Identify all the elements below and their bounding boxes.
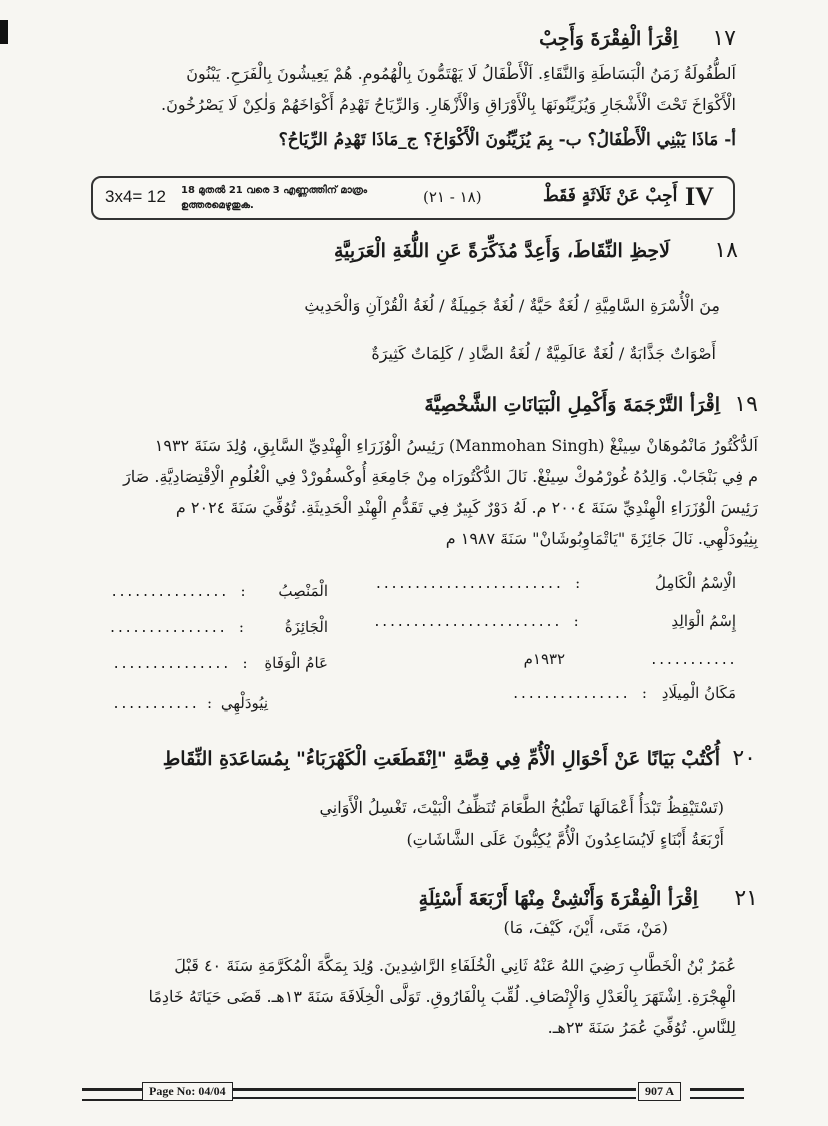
field-colon: : — [207, 694, 213, 712]
hint-points: (تَسْتَيْقِظُ تَبْدَأُ أَعْمَالَهَا تَطْبُخُ الطَّعَامَ تُنَظِّفُ الْبَيْتَ، تَغْسِلُ الْأَوَانِي — [319, 798, 724, 817]
section-marks: 3x4= 12 — [105, 187, 166, 206]
field-value: ١٩٣٢م — [523, 650, 566, 668]
page-footer — [82, 1082, 744, 1104]
question-title: لَاحِظِ النِّقَاطَ، وَأَعِدَّ مُذَكِّرَةً عَنِ اللُّغَةِ الْعَرَبِيَّةِ — [333, 240, 670, 262]
instruction-line: ഉത്തരമെഴുതുക. — [181, 200, 254, 211]
field-colon: : — [573, 612, 579, 630]
passage-line: لِلنَّاسِ. تُوُفِّيَ عُمَرُ سَنَةَ ٢٣هـ. — [547, 1018, 736, 1037]
footer-rule — [690, 1088, 744, 1099]
field-blank[interactable]: ............... — [108, 621, 227, 636]
form-field-death-place — [112, 694, 268, 712]
page-number: Page No: 04/04 — [142, 1082, 233, 1101]
passage-line: بِنِيُودَلْهِي. نَالَ جَائِزَةَ "يَاتْمَاوِبُوشَانْ" سَنَةَ ١٩٨٧ م — [445, 529, 758, 548]
paper-code: 907 A — [638, 1082, 681, 1101]
field-blank[interactable]: ........... — [649, 653, 736, 668]
question-number: ٢١ — [734, 886, 758, 911]
section-instruction-malayalam — [181, 183, 367, 213]
field-label: الْاِسْمُ الْكَامِلُ — [654, 574, 736, 592]
question-number: ١٨ — [714, 238, 738, 263]
form-field-birth-year — [524, 650, 736, 668]
hint-points: أَرْبَعَةُ أَبْنَاءٍ لَايُسَاعِدُونَ الْأُمَّ يُكِبُّونَ عَلَى الشَّاشَاتِ) — [406, 830, 724, 849]
field-label: مَكَانُ الْمِيلَادِ — [661, 684, 736, 702]
field-blank[interactable]: ............... — [110, 585, 228, 600]
passage-line: عُمَرُ بْنُ الْخَطَّابِ رَضِيَ اللهُ عَنْهُ ثَانِي الْخُلَفَاءِ الرَّاشِدِينَ. وُلِدَ بِمَكَّةَ الْمُكَرَّمَةِ سَنَةَ ٤٠ قَبْلَ — [174, 956, 736, 975]
field-blank[interactable]: ............... — [112, 657, 230, 672]
field-label: الْمَنْصِبُ — [278, 582, 328, 600]
passage-line: م فِي بَنْجَابْ. وَالِدُهُ غُورْمُوكْ سِينْغْ. نَالَ الدُّكْتُورَاه مِنْ جَامِعَةِ أُوكْسفُورْدْ فِي الْعُلُومِ الْاِقْتِصَادِيَّةِ. صَارَ — [123, 467, 758, 486]
form-field-position — [110, 582, 328, 600]
question-subparts: أ- مَاذَا يَبْنِي الْأَطْفَالُ؟ ب- بِمَ يُزَيِّنُونَ الْأَكْوَاخَ؟ ج_مَاذَا تَهْدِمُ الرِّيَاحُ؟ — [278, 130, 736, 150]
question-passage — [76, 950, 736, 1043]
section-range: (١٨ - ٢١) — [423, 188, 482, 206]
field-colon: : — [575, 574, 581, 592]
hint-points: أَصْوَاتٌ جَذَّابَةٌ / لُغَةٌ عَالَمِيَّةٌ / لُغَةُ الضَّادِ / كَلِمَاتٌ كَثِيرَةٌ — [371, 344, 716, 363]
field-label: عَامُ الْوَفَاةِ — [264, 654, 328, 672]
question-title: أُكْتُبْ بَيَانًا عَنْ أَحْوَالِ الْأُمِّ فِي قِصَّةِ "اِنْقَطَعَتِ الْكَهْرَبَاءُ" بِمُسَاعَدَةِ النِّقَاطِ — [162, 748, 720, 770]
footer-rule — [232, 1088, 636, 1099]
footer-rule — [82, 1088, 142, 1101]
instruction-line: 18 മുതൽ 21 വരെ 3 എണ്ണത്തിന് മാത്രം — [181, 185, 368, 196]
field-colon: : — [240, 582, 246, 600]
form-field-award — [109, 618, 328, 636]
field-blank[interactable]: ........................ — [374, 577, 563, 592]
field-value: نِيُودَلْهِي — [220, 694, 268, 712]
question-passage — [76, 58, 736, 120]
field-colon: : — [242, 654, 248, 672]
passage-line: رَئِيسَ الْوُزَرَاءِ الْهِنْدِيِّ سَنَةَ ٢٠٠٤ م. لَهُ دَوْرٌ كَبِيرٌ فِي تَقَدُّمِ الْهِنْدِ الْحَدِيثَةِ. تُوُفِّيَ سَنَةَ ٢٠٢٤ م — [175, 498, 758, 517]
scan-corner-mark — [0, 20, 8, 44]
field-colon: : — [238, 618, 244, 636]
field-label: الْجَائِزَةُ — [284, 618, 328, 636]
question-number: ١٩ — [734, 392, 758, 417]
field-colon: : — [641, 684, 647, 702]
section-roman-numeral: IV — [685, 182, 714, 211]
form-field-father-name — [373, 612, 736, 630]
question-title: اِقْرَأ الْفِقْرَةَ وَأَجِبْ — [539, 28, 678, 50]
field-blank[interactable]: ........................ — [372, 615, 561, 630]
passage-line: الْهِجْرَةِ. اِشْتَهَرَ بِالْعَدْلِ وَالْإِنْصَافِ. لُقِّبَ بِالْفَارُوقِ. تَوَلَّى الْخِلَافَةَ سَنَةَ ١٣هـ. قَضَى حَيَاتَهُ خَادِمًا — [148, 987, 736, 1006]
field-label: إِسْمُ الْوَالِدِ — [671, 612, 736, 630]
question-title: اِقْرَأ التَّرْجَمَةَ وَأَكْمِلِ الْبَيَانَاتِ الشَّخْصِيَّةَ — [424, 394, 720, 416]
section-header-box — [91, 176, 735, 220]
field-blank[interactable]: ............... — [511, 687, 630, 702]
form-field-birth-place — [512, 684, 736, 702]
field-blank[interactable]: ........... — [112, 697, 199, 712]
form-field-full-name — [375, 574, 737, 592]
hint-points: مِنَ الْأُسْرَةِ السَّامِيَّةِ / لُغَةٌ حَيَّةٌ / لُغَةٌ جَمِيلَةٌ / لُغَةُ الْقُرْآنِ وَالْحَدِيثِ — [304, 296, 720, 315]
passage-line: اَلطُّفُولَةُ زَمَنُ الْبَسَاطَةِ وَالنَّقَاءِ. اَلْأَطْفَالُ لَا يَهْتَمُّونَ بِالْهُمُومِ. هُمْ يَعِيشُونَ بِالْفَرَحِ. يَبْنُونَ — [186, 64, 736, 83]
question-title: اِقْرَأ الْفِقْرَةَ وَأَنْشِئْ مِنْهَا أَرْبَعَةَ أَسْئِلَةٍ — [418, 888, 698, 910]
form-field-death-year — [112, 654, 328, 672]
question-words: (مَنْ، مَتَى، أَيْنَ، كَيْفَ، مَا) — [503, 918, 668, 937]
question-passage — [68, 430, 758, 554]
passage-line: اَلدُّكْتُورُ مَانْمُوهَانْ سِينْغْ (Manmohan Singh) رَئِيسُ الْوُزَرَاءِ الْهِنْدِيِّ السَّابِقِ، وُلِدَ سَنَةَ ١٩٣٢ — [154, 436, 758, 455]
question-number: ١٧ — [712, 26, 736, 51]
question-number: ٢٠ — [732, 746, 756, 771]
passage-line: الْأَكْوَاخَ تَحْتَ الْأَشْجَارِ وَيُزَيِّنُونَهَا بِالْأَوْرَاقِ وَالْأَزْهَارِ. وَالرِّيَاحُ تَهْدِمُ أَكْوَاخَهُمْ وَلٰكِنْ لَا يَصْرُخُونَ. — [161, 95, 736, 114]
section-title: أَجِبْ عَنْ ثَلَاثَةٍ فَقَطْ — [543, 186, 678, 206]
